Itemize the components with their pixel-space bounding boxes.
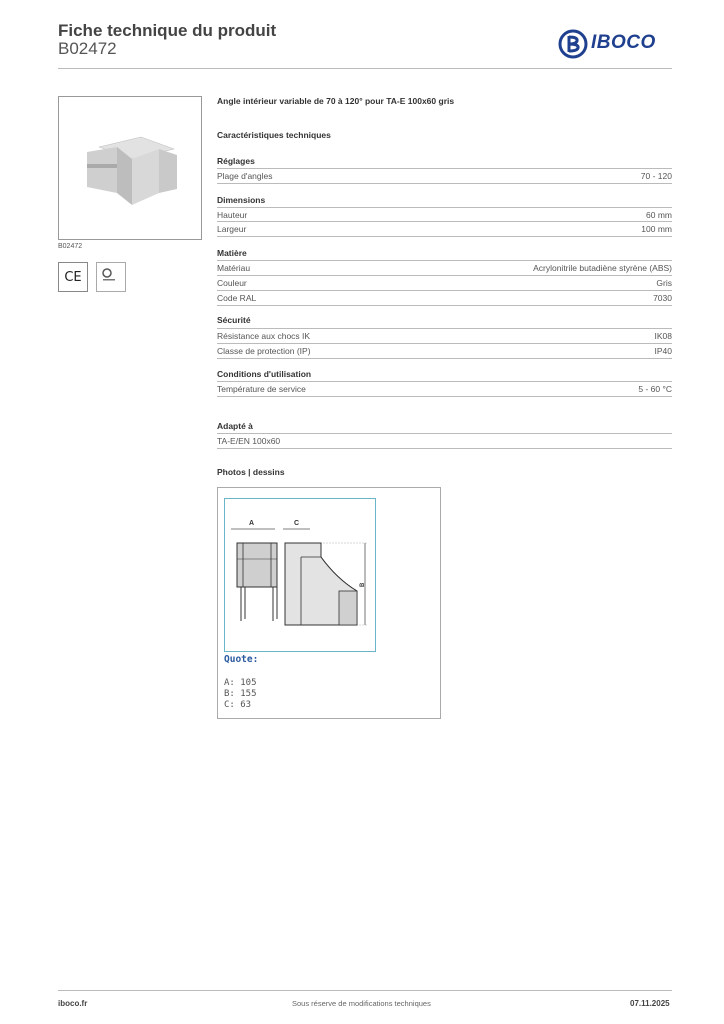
product-code-heading: B02472 xyxy=(58,39,117,58)
product-image xyxy=(58,96,202,240)
spec-row xyxy=(217,328,672,343)
spec-row xyxy=(217,168,672,184)
tech-characteristics-title: Caractéristiques techniques xyxy=(217,130,331,140)
dim-label-a: A xyxy=(249,520,255,527)
quote-line-b: B: 155 xyxy=(224,689,257,699)
spec-label: Couleur xyxy=(217,278,247,288)
section-title-matiere: Matière xyxy=(217,248,247,258)
certification-icon xyxy=(96,262,126,292)
brand-logo-icon xyxy=(558,29,588,59)
spec-value: IK08 xyxy=(654,331,672,341)
spec-row xyxy=(217,260,672,275)
spec-label: Hauteur xyxy=(217,210,248,220)
technical-drawing-graphic xyxy=(225,499,375,651)
spec-label: Plage d'angles xyxy=(217,171,273,181)
spec-value: 100 mm xyxy=(641,224,672,234)
photos-panel xyxy=(217,487,441,719)
spec-row xyxy=(217,207,672,222)
spec-label: Largeur xyxy=(217,224,247,234)
spec-value: IP40 xyxy=(654,346,672,356)
quote-line-c: C: 63 xyxy=(224,700,252,710)
spec-label: Classe de protection (IP) xyxy=(217,346,311,356)
footer-website-link[interactable]: iboco.fr xyxy=(58,999,88,1008)
product-image-graphic xyxy=(59,97,201,239)
header-divider xyxy=(58,68,672,69)
spec-row xyxy=(217,343,672,359)
spec-label: Matériau xyxy=(217,263,251,273)
spec-row xyxy=(217,381,672,397)
page-title: Fiche technique du produit xyxy=(58,21,277,40)
spec-value: Gris xyxy=(656,278,672,288)
spec-value: 60 mm xyxy=(646,210,672,220)
spec-label: Température de service xyxy=(217,384,306,394)
technical-drawing xyxy=(224,498,376,652)
dim-label-b: B xyxy=(360,582,366,587)
quote-title: Quote: xyxy=(224,654,259,665)
ce-mark-icon: CE xyxy=(58,262,88,292)
section-title-adapte: Adapté à xyxy=(217,421,253,431)
adapted-value: TA-E/EN 100x60 xyxy=(217,436,281,446)
spec-row xyxy=(217,221,672,237)
brand-logo xyxy=(558,29,674,59)
spec-row xyxy=(217,290,672,306)
spec-row xyxy=(217,433,672,449)
spec-label: Code RAL xyxy=(217,293,257,303)
section-title-photos: Photos | dessins xyxy=(217,467,285,477)
spec-row xyxy=(217,275,672,290)
section-title-conditions: Conditions d'utilisation xyxy=(217,369,312,379)
footer-notice: Sous réserve de modifications techniques xyxy=(292,999,431,1008)
spec-value: Acrylonitrile butadiène styrène (ABS) xyxy=(533,263,672,273)
spec-label: Résistance aux chocs IK xyxy=(217,331,311,341)
spec-value: 5 - 60 °C xyxy=(638,384,672,394)
section-title-dimensions: Dimensions xyxy=(217,195,266,205)
product-headline: Angle intérieur variable de 70 à 120° pour TA-E 100x60 gris xyxy=(217,96,455,106)
brand-logo-text: IBOCO xyxy=(591,32,656,53)
spec-value: 70 - 120 xyxy=(640,171,672,181)
quote-line-a: A: 105 xyxy=(224,678,257,688)
spec-value: 7030 xyxy=(653,293,672,303)
footer-divider xyxy=(58,990,672,991)
product-code-label: B02472 xyxy=(58,243,83,250)
section-title-reglages: Réglages xyxy=(217,156,255,166)
section-title-securite: Sécurité xyxy=(217,315,251,325)
footer-date: 07.11.2025 xyxy=(630,999,670,1008)
dim-label-c: C xyxy=(294,520,300,527)
